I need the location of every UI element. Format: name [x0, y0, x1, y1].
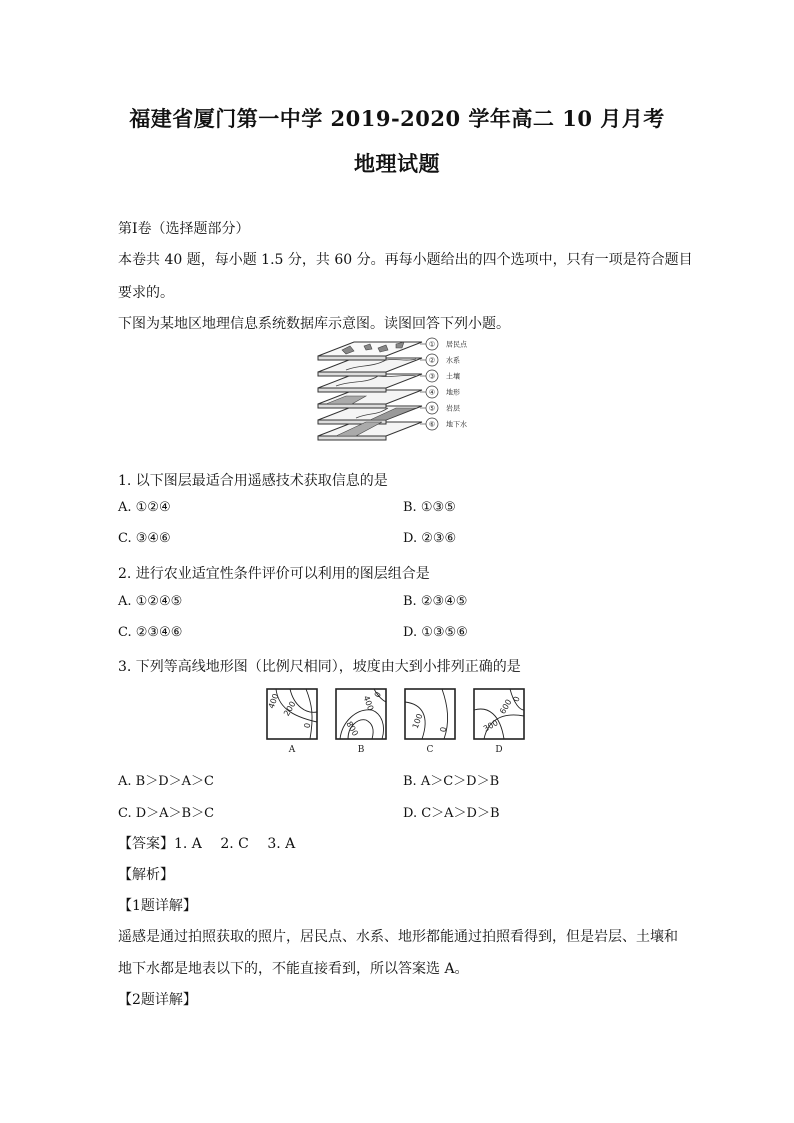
question-2-option-b: B. ②③④⑤: [403, 594, 468, 609]
q1-explanation-line2: 地下水都是地表以下的，不能直接看到，所以答案选 A。: [118, 961, 469, 977]
layer-3-number: ③: [428, 372, 436, 381]
question-2-option-a: A. ①②④⑤: [118, 594, 183, 609]
layer-1-label: 居民点: [446, 340, 467, 349]
q2-explanation-heading: 【2题详解】: [118, 992, 197, 1008]
question-2-stem: 2. 进行农业适宜性条件评价可以利用的图层组合是: [118, 566, 430, 582]
layer-4-number: ④: [428, 388, 436, 397]
contour-value: 0: [511, 695, 522, 704]
contour-value: 600: [498, 697, 514, 716]
question-1-option-b: B. ①③⑤: [403, 500, 456, 515]
gis-layers-figure: [316, 336, 496, 460]
page-title: 福建省厦门第一中学 2019-2020 学年高二 10 月月考: [129, 106, 665, 131]
part-label: 第Ⅰ卷（选择题部分）: [118, 221, 250, 237]
contour-value: 0: [302, 722, 313, 729]
contour-value: 400: [361, 694, 376, 712]
question-1-option-d: D. ②③⑥: [403, 531, 457, 546]
contour-value: 300: [481, 718, 500, 734]
question-3-option-c: C. D＞A＞B＞C: [118, 806, 215, 821]
question-1-option-a: A. ①②④: [118, 500, 171, 515]
contour-value: 200: [282, 699, 298, 718]
contour-value: 0: [372, 690, 384, 700]
layer-1-number: ①: [428, 340, 436, 349]
contour-maps-figure: [262, 686, 532, 758]
layer-4-label: 地形: [446, 388, 460, 397]
answer-line: 【答案】1. A 2. C 3. A: [118, 836, 296, 852]
contour-value: 400: [266, 692, 281, 710]
layer-6-number: ⑥: [428, 420, 436, 429]
question-3-stem: 3. 下列等高线地形图（比例尺相同），坡度由大到小排列正确的是: [118, 659, 521, 675]
contour-panel-c-label: C: [426, 745, 434, 755]
contour-panel-b-label: B: [357, 745, 365, 755]
contour-panel-d-label: D: [495, 745, 503, 755]
q1-explanation-heading: 【1题详解】: [118, 898, 197, 914]
layer-6-label: 地下水: [446, 420, 467, 429]
question-2-option-c: C. ②③④⑥: [118, 625, 183, 640]
question-2-option-d: D. ①③⑤⑥: [403, 625, 468, 640]
contour-value: 800: [344, 719, 360, 738]
layer-2-label: 水系: [446, 356, 460, 365]
page-subtitle: 地理试题: [354, 151, 440, 176]
contour-value: 0: [438, 726, 449, 733]
contour-panel-a-label: A: [288, 745, 296, 755]
question-3-option-a: A. B＞D＞A＞C: [118, 774, 214, 789]
figure-intro: 下图为某地区地理信息系统数据库示意图。读图回答下列小题。: [118, 316, 510, 332]
q1-explanation-line1: 遥感是通过拍照获取的照片，居民点、水系、地形都能通过拍照看得到，但是岩层、土壤和: [118, 929, 678, 945]
question-3-option-b: B. A＞C＞D＞B: [403, 774, 500, 789]
instructions-line2: 要求的。: [118, 285, 174, 301]
instructions-line1: 本卷共 40 题，每小题 1.5 分，共 60 分。再每小题给出的四个选项中，只有一项是符合题目: [118, 252, 693, 268]
question-1-stem: 1. 以下图层最适合用遥感技术获取信息的是: [118, 473, 388, 489]
question-3-option-d: D. C＞A＞D＞B: [403, 806, 500, 821]
contour-value: 100: [410, 712, 425, 730]
layer-2-number: ②: [428, 356, 436, 365]
layer-3-label: 土壤: [446, 372, 460, 381]
question-1-option-c: C. ③④⑥: [118, 531, 171, 546]
analysis-heading: 【解析】: [118, 867, 174, 883]
layer-5-label: 岩层: [446, 404, 460, 413]
layer-5-number: ⑤: [428, 404, 436, 413]
